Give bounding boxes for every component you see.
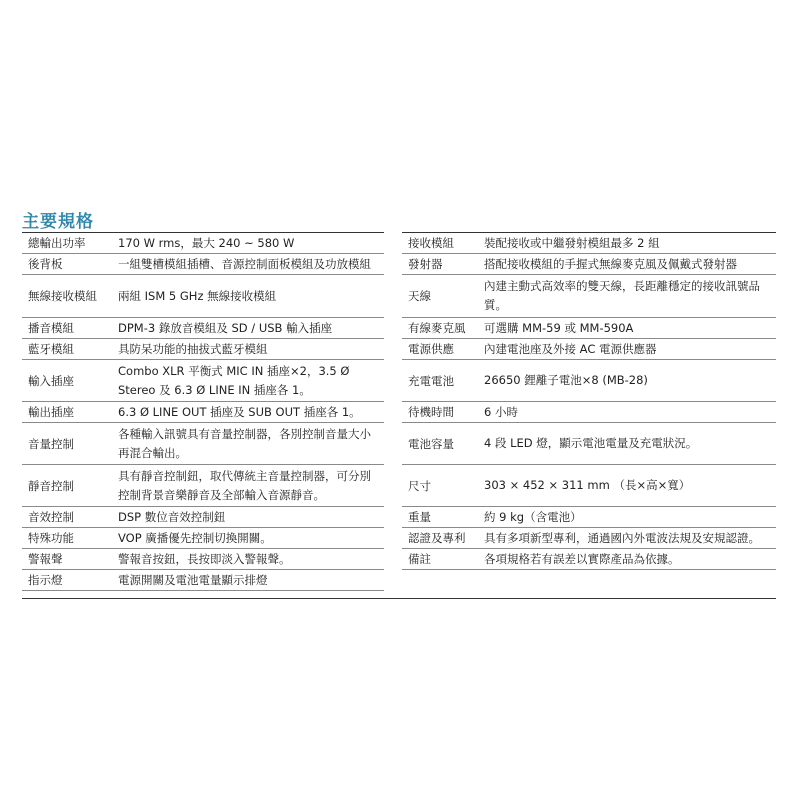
spec-key: 播音模組 <box>28 321 74 335</box>
spec-row <box>402 423 776 465</box>
spec-value: 搭配接收模組的手握式無線麥克風及佩戴式發射器 <box>484 256 737 271</box>
spec-row <box>402 339 776 360</box>
section-title: 主要規格 <box>22 212 94 232</box>
spec-row <box>402 360 776 402</box>
spec-key: 輸入插座 <box>28 373 74 388</box>
spec-key: 備註 <box>408 552 431 566</box>
spec-value: 各項規格若有誤差以實際產品為依據。 <box>484 551 680 566</box>
spec-row <box>22 318 384 339</box>
spec-row <box>22 528 384 549</box>
spec-value: 一組雙槽模組插槽、音源控制面板模組及功放模組 <box>118 256 371 271</box>
spec-row <box>402 402 776 423</box>
spec-key: 尺寸 <box>408 478 431 493</box>
spec-value: 4 段 LED 燈，顯示電池電量及充電狀況。 <box>484 436 698 450</box>
spec-row <box>402 528 776 549</box>
spec-row <box>402 232 776 254</box>
spec-row <box>402 549 776 570</box>
spec-row <box>22 423 384 465</box>
spec-value: 具有靜音控制鈕，取代傳統主音量控制器，可分別控制背景音樂靜音及全部輸入音源靜音。 <box>118 468 371 502</box>
spec-value: VOP 廣播優先控制切換開關。 <box>118 530 272 545</box>
spec-row <box>402 507 776 528</box>
spec-value: 具防呆功能的抽拔式藍牙模組 <box>118 341 268 356</box>
spec-key: 音效控制 <box>28 510 74 524</box>
spec-key: 發射器 <box>408 257 443 271</box>
spec-value: 6 小時 <box>484 404 518 419</box>
spec-key: 接收模組 <box>408 236 454 250</box>
spec-value: 裝配接收或中繼發射模組最多 2 組 <box>484 235 660 250</box>
spec-value: DSP 數位音效控制鈕 <box>118 509 226 524</box>
spec-row <box>22 570 384 591</box>
spec-row <box>22 339 384 360</box>
spec-row <box>402 275 776 318</box>
spec-row <box>22 507 384 528</box>
spec-key: 靜音控制 <box>28 478 74 493</box>
spec-value: 電源開關及電池電量顯示排燈 <box>118 572 268 587</box>
spec-row <box>22 465 384 507</box>
spec-row <box>22 275 384 318</box>
spec-key: 重量 <box>408 510 431 524</box>
spec-key: 警報聲 <box>28 552 63 566</box>
spec-value: 170 W rms，最大 240 ~ 580 W <box>118 235 295 250</box>
spec-key: 無線接收模組 <box>28 289 97 303</box>
spec-key: 電池容量 <box>408 436 454 451</box>
spec-key: 輸出插座 <box>28 405 74 419</box>
spec-key: 有線麥克風 <box>408 321 466 335</box>
spec-row <box>22 360 384 402</box>
spec-value: Combo XLR 平衡式 MIC IN 插座×2，3.5 Ø Stereo 及 6.3 Ø LINE IN 插座各 1。 <box>118 363 350 397</box>
spec-value: DPM-3 錄放音模組及 SD / USB 輸入插座 <box>118 320 333 335</box>
spec-key: 天線 <box>408 289 431 303</box>
spec-row <box>402 318 776 339</box>
spec-value: 具有多項新型專利，通過國內外電波法規及安規認證。 <box>484 530 760 545</box>
spec-value: 警報音按鈕，長按即淡入警報聲。 <box>118 551 291 566</box>
spec-table-left <box>22 232 384 591</box>
spec-key: 認證及專利 <box>408 531 466 545</box>
spec-row <box>22 232 384 254</box>
spec-row <box>22 254 384 275</box>
spec-row <box>22 549 384 570</box>
spec-value: 內建電池座及外接 AC 電源供應器 <box>484 341 657 356</box>
spec-value: 兩組 ISM 5 GHz 無線接收模組 <box>118 288 277 303</box>
spec-key: 音量控制 <box>28 436 74 451</box>
spec-row <box>22 402 384 423</box>
spec-key: 待機時間 <box>408 405 454 419</box>
spec-table-right <box>402 232 776 570</box>
spec-row <box>402 465 776 507</box>
spec-value: 26650 鋰離子電池×8 (MB-28) <box>484 373 648 387</box>
spec-value: 可選購 MM-59 或 MM-590A <box>484 320 634 335</box>
spec-key: 指示燈 <box>28 573 63 587</box>
bottom-divider <box>22 598 776 599</box>
spec-key: 藍牙模組 <box>28 342 74 356</box>
spec-value: 內建主動式高效率的雙天線，長距離穩定的接收訊號品質。 <box>484 279 760 312</box>
spec-row <box>402 254 776 275</box>
spec-key: 特殊功能 <box>28 531 74 545</box>
spec-key: 充電電池 <box>408 373 454 388</box>
spec-key: 後背板 <box>28 257 63 271</box>
spec-value: 6.3 Ø LINE OUT 插座及 SUB OUT 插座各 1。 <box>118 404 361 419</box>
spec-key: 電源供應 <box>408 342 454 356</box>
spec-key: 總輸出功率 <box>28 236 86 250</box>
spec-value: 各種輸入訊號具有音量控制器，各別控制音量大小再混合輸出。 <box>118 426 371 460</box>
spec-value: 約 9 kg（含電池） <box>484 509 582 524</box>
spec-value: 303 × 452 × 311 mm （長×高×寬） <box>484 478 691 492</box>
